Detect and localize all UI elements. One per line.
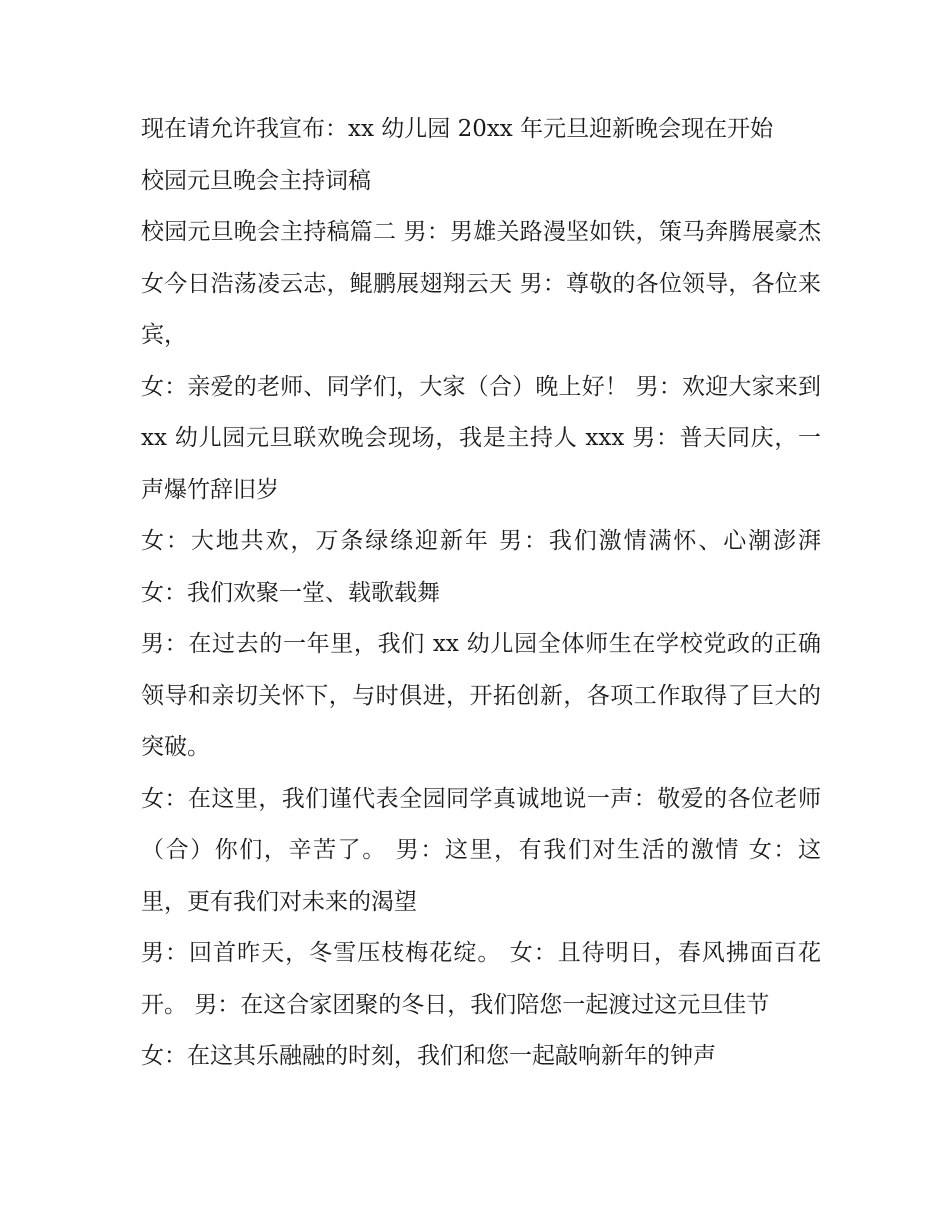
paragraph-review: 男：在过去的一年里，我们 xx 幼儿园全体师生在学校党政的正确领导和亲切关怀下，与时俱进，开拓创新，各项工作取得了巨大的突破。 bbox=[141, 631, 821, 760]
paragraph-thanks: 女：在这里，我们谨代表全园同学真诚地说一声：敬爱的各位老师（合）你们，辛苦了。 男：这里，有我们对生活的激情 女：这里，更有我们对未来的渴望 bbox=[141, 785, 821, 915]
paragraph-title: 校园元旦晚会主持词稿 bbox=[141, 167, 371, 194]
paragraph-outlook: 男：回首昨天，冬雪压枝梅花绽。 女：且待明日，春风拂面百花开。 男：在这合家团聚的冬日，我们陪您一起渡过这元旦佳节 bbox=[141, 940, 821, 1018]
paragraph-bells: 女：在这其乐融融的时刻，我们和您一起敲响新年的钟声 bbox=[141, 1043, 716, 1069]
document-body bbox=[141, 104, 821, 1083]
paragraph-opening: 校园元旦晚会主持稿篇二 男：男雄关路漫坚如铁，策马奔腾展豪杰 女今日浩荡凌云志，鲲鹏展翅翔云天 男：尊敬的各位领导，各位来宾， bbox=[141, 219, 821, 348]
paragraph-announcement: 现在请允许我宣布：xx 幼儿园 20xx 年元旦迎新晚会现在开始 bbox=[141, 116, 774, 142]
paragraph-greeting: 女：亲爱的老师、同学们，大家（合）晚上好！ 男：欢迎大家来到 xx 幼儿园元旦联欢晚会现场，我是主持人 xxx 男：普天同庆，一声爆竹辞旧岁 bbox=[141, 373, 821, 503]
paragraph-celebration: 女：大地共欢，万条绿绦迎新年 男：我们激情满怀、心潮澎湃 女：我们欢聚一堂、载歌载舞 bbox=[141, 528, 821, 606]
